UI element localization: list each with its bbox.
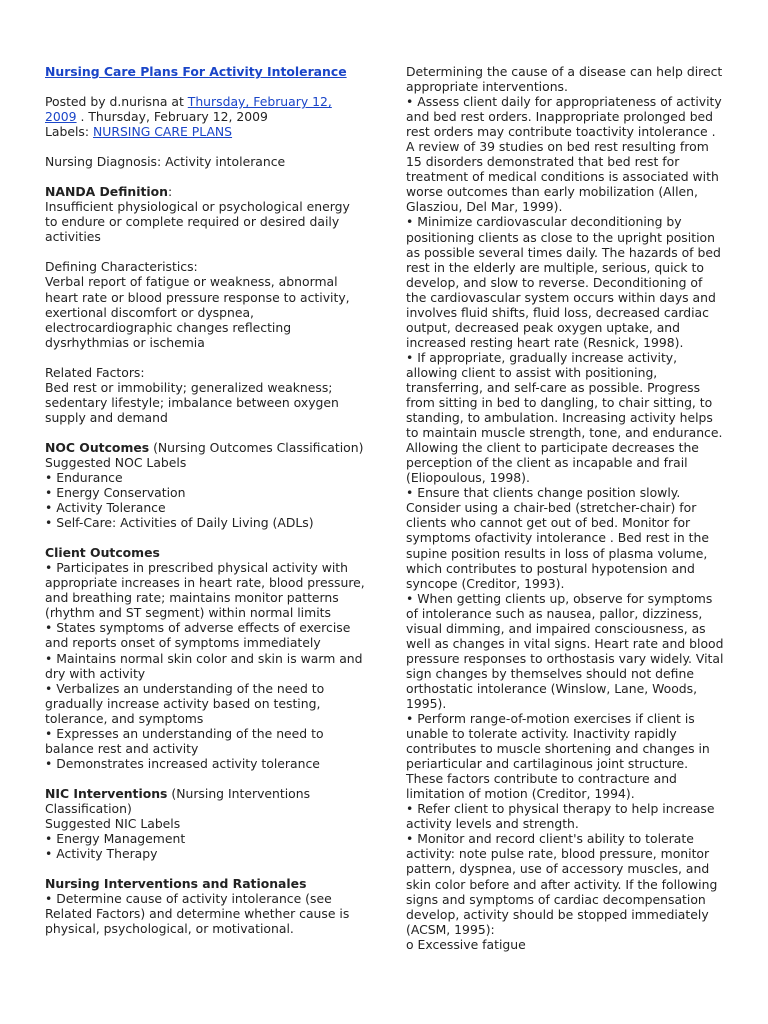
interventions-heading-text: Nursing Interventions and Rationales bbox=[45, 876, 307, 892]
nanda-heading-colon: : bbox=[167, 184, 173, 200]
list-item: • Energy Conservation bbox=[45, 485, 186, 501]
list-item: • Verbalizes an understanding of the need to gradually increase activity based on testing, tolerance, and symptoms bbox=[45, 680, 325, 726]
list-item: • Energy Management bbox=[45, 831, 186, 847]
intervention-item: • Determine cause of activity intolerance (see Related Factors) and determine whether cause is physical, psychological, or motivational. bbox=[45, 891, 350, 937]
noc-heading-paren: (Nursing Outcomes Classification) bbox=[149, 439, 364, 455]
list-item: • Maintains normal skin color and skin is warm and dry with activity bbox=[45, 650, 363, 681]
intervention-item: • Monitor and record client's ability to tolerate activity: note pulse rate, blood pressure, monitor pattern, dyspnea, use of accessory muscles, and skin color before and after activity. If the following signs and symptoms of cardiac decompensation develop, activity should be stopped immediately (ACSM, 1995): bbox=[406, 831, 718, 937]
list-item: • Activity Tolerance bbox=[45, 500, 166, 516]
related-factors: Bed rest or immobility; generalized weakness; sedentary lifestyle; imbalance between oxygen supply and demand bbox=[45, 379, 339, 425]
list-item: • Endurance bbox=[45, 469, 123, 485]
label-link-nursing-care-plans[interactable]: NURSING CARE PLANS bbox=[93, 124, 233, 140]
interventions-heading bbox=[45, 876, 365, 891]
intervention-item: • Assess client daily for appropriateness of activity and bed rest orders. Inappropriate prolonged bed rest orders may contribute toactivity intolerance . A review of 39 studies on bed rest resulting from 15 disorders demonstrated that bed rest for treatment of medical conditions is associated with worse outcomes than early mobilization (Allen, Glasziou, Del Mar, 1999). bbox=[406, 94, 722, 215]
post-labels bbox=[45, 124, 365, 139]
intervention-item: • Refer client to physical therapy to help increase activity levels and strength. bbox=[406, 801, 715, 832]
list-item: • States symptoms of adverse effects of exercise and reports onset of symptoms immediately bbox=[45, 620, 351, 651]
right-column bbox=[406, 64, 724, 952]
nic-heading-paren: (Nursing Interventions Classification) bbox=[45, 785, 311, 816]
labels-prefix: Labels: bbox=[45, 124, 93, 140]
posted-by-text: Posted by d.nurisna at bbox=[45, 94, 188, 110]
noc-heading-text: NOC Outcomes bbox=[45, 439, 150, 455]
posted-date-text: . Thursday, February 12, 2009 bbox=[76, 109, 268, 125]
client-outcomes-heading bbox=[45, 545, 365, 560]
left-column bbox=[45, 64, 365, 936]
list-item: • Self-Care: Activities of Daily Living (ADLs) bbox=[45, 515, 314, 531]
noc-label-list bbox=[45, 470, 365, 530]
intervention-item: • If appropriate, gradually increase activity, allowing client to assist with positioning, transferring, and self-care as possible. Progress from sitting in bed to dangling, to chair sitting, to standing, to ambulation. Increasing activity helps to maintain muscle strength, tone, and endurance. Allowing the client to participate decreases the perception of the client as incapable and frail (Eliopoulous, 1998). bbox=[406, 349, 723, 486]
nanda-heading-text: NANDA Definition bbox=[45, 184, 168, 200]
client-outcomes-list bbox=[45, 560, 365, 771]
nursing-diagnosis: Nursing Diagnosis: Activity intolerance bbox=[45, 154, 286, 170]
noc-suggested: Suggested NOC Labels bbox=[45, 454, 187, 470]
intervention-item: • Perform range-of-motion exercises if client is unable to tolerate activity. Inactivity rapidly contributes to muscle shortening and changes in periarticular and cartilaginous joint structure. These factors contribute to contracture and limitation of motion (Creditor, 1994). bbox=[406, 711, 710, 802]
list-item: • Expresses an understanding of the need to balance rest and activity bbox=[45, 725, 324, 756]
related-heading: Related Factors: bbox=[45, 364, 145, 380]
intervention-item: • Ensure that clients change position slowly. Consider using a chair-bed (stretcher-chair) for clients who cannot get out of bed. Monitor for symptoms ofactivity intolerance . Bed rest in the supine position results in loss of plasma volume, which contributes to postural hypotension and syncope (Creditor, 1993). bbox=[406, 485, 709, 591]
defining-characteristics: Verbal report of fatigue or weakness, abnormal heart rate or blood pressure response to activity, exertional discomfort or dyspnea, electrocardiographic changes reflecting dysrhythmias or ischemia bbox=[45, 274, 350, 350]
intervention-item: • When getting clients up, observe for symptoms of intolerance such as nausea, pallor, dizziness, visual dimming, and impaired consciousness, as well as changes in vital signs. Heart rate and blood pressure responses to orthostasis vary widely. Vital sign changes by themselves should not define orthostatic intolerance (Winslow, Lane, Woods, 1995). bbox=[406, 590, 724, 711]
defining-heading: Defining Characteristics: bbox=[45, 259, 198, 275]
list-item: • Participates in prescribed physical activity with appropriate increases in heart rate, blood pressure, and breathing rate; maintains monitor patterns (rhythm and ST segment) within normal limits bbox=[45, 560, 365, 621]
nic-suggested: Suggested NIC Labels bbox=[45, 815, 181, 831]
post-title-link[interactable]: Nursing Care Plans For Activity Intolerance bbox=[45, 64, 347, 79]
nic-heading bbox=[45, 786, 365, 816]
noc-heading bbox=[45, 440, 365, 455]
client-outcomes-heading-text: Client Outcomes bbox=[45, 545, 160, 561]
post-byline bbox=[45, 94, 365, 124]
nic-label-list bbox=[45, 831, 365, 861]
rationale-paragraph: Determining the cause of a disease can help direct appropriate interventions. bbox=[406, 64, 723, 95]
nic-heading-text: NIC Interventions bbox=[45, 785, 168, 801]
symptom-item: o Excessive fatigue bbox=[406, 936, 526, 952]
list-item: • Demonstrates increased activity tolerance bbox=[45, 755, 320, 771]
post-date-link[interactable]: Thursday, February 12, 2009 bbox=[45, 94, 332, 125]
nanda-definition: Insufficient physiological or psychological energy to endure or complete required or desired daily activities bbox=[45, 199, 350, 245]
nanda-heading bbox=[45, 184, 365, 199]
intervention-item: • Minimize cardiovascular deconditioning by positioning clients as close to the upright position as possible several times daily. The hazards of bed rest in the elderly are multiple, serious, quick to develop, and slow to reverse. Deconditioning of the cardiovascular system occurs within days and involves fluid shifts, fluid loss, decreased cardiac output, decreased peak oxygen uptake, and increased resting heart rate (Resnick, 1998). bbox=[406, 214, 721, 350]
list-item: • Activity Therapy bbox=[45, 846, 158, 862]
